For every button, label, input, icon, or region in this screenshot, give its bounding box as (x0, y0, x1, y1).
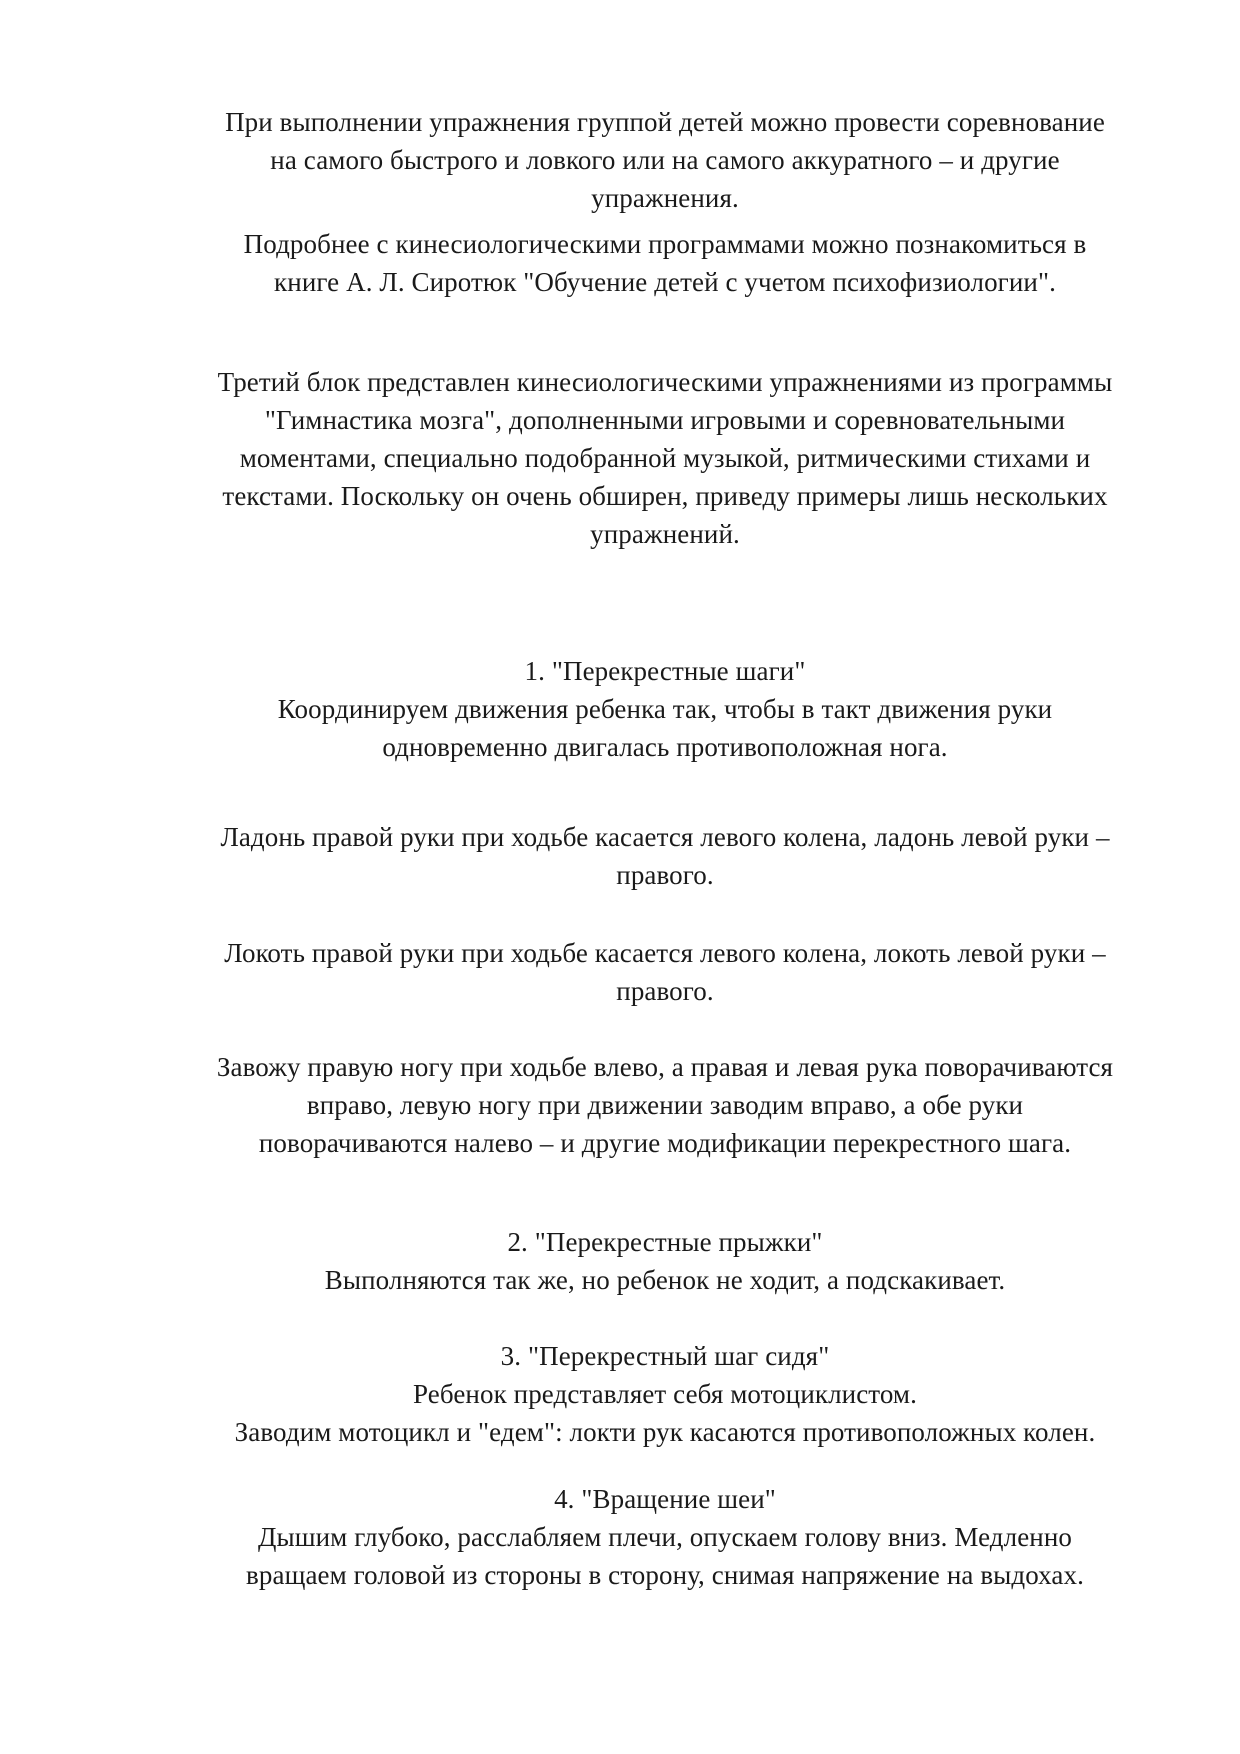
text-line: одновременно двигалась противоположная нога. (382, 732, 948, 762)
paragraph-competition-note (150, 103, 1180, 217)
text-line: вращаем головой из стороны в сторону, снимая напряжение на выдохах. (246, 1560, 1084, 1590)
text-line: Ладонь правой руки при ходьбе касается левого колена, ладонь левой руки – (220, 822, 1110, 852)
text-line: текстами. Поскольку он очень обширен, приведу примеры лишь нескольких (222, 481, 1108, 511)
paragraph-exercise-1 (150, 652, 1180, 766)
paragraph-exercise-1-modifications (150, 1048, 1180, 1162)
exercise-heading: 1. "Перекрестные шаги" (524, 656, 806, 686)
text-line: Локоть правой руки при ходьбе касается левого колена, локоть левой руки – (224, 938, 1106, 968)
text-line: вправо, левую ногу при движении заводим вправо, а обе руки (306, 1090, 1024, 1120)
paragraph-exercise-2 (150, 1223, 1180, 1299)
text-line: Ребенок представляет себя мотоциклистом. (413, 1379, 917, 1409)
text-line: Третий блок представлен кинесиологическими упражнениями из программы (217, 367, 1113, 397)
text-line: Координируем движения ребенка так, чтобы в такт движения руки (277, 694, 1053, 724)
exercise-heading: 4. "Вращение шеи" (554, 1484, 776, 1514)
paragraph-exercise-3 (150, 1337, 1180, 1451)
text-line: Дышим глубоко, расслабляем плечи, опускаем голову вниз. Медленно (257, 1522, 1072, 1552)
paragraph-exercise-4 (150, 1480, 1180, 1594)
text-line: книге А. Л. Сиротюк "Обучение детей с учетом психофизиологии". (274, 267, 1056, 297)
text-line: на самого быстрого и ловкого или на самого аккуратного – и другие (270, 145, 1060, 175)
exercise-heading: 2. "Перекрестные прыжки" (507, 1227, 823, 1257)
text-line: правого. (616, 976, 714, 1006)
text-line: "Гимнастика мозга", дополненными игровыми и соревновательными (264, 405, 1066, 435)
text-line: Выполняются так же, но ребенок не ходит, а подскакивает. (324, 1265, 1006, 1295)
exercise-heading: 3. "Перекрестный шаг сидя" (500, 1341, 830, 1371)
text-line: Подробнее с кинесиологическими программами можно познакомиться в (243, 229, 1087, 259)
paragraph-exercise-1-elbows (150, 934, 1180, 1010)
text-line: правого. (616, 860, 714, 890)
text-line: упражнений. (590, 519, 740, 549)
paragraph-exercise-1-palms (150, 818, 1180, 894)
text-line: Завожу правую ногу при ходьбе влево, а правая и левая рука поворачиваются (216, 1052, 1114, 1082)
paragraph-third-block-intro (150, 363, 1180, 553)
text-line: Заводим мотоцикл и "едем": локти рук касаются противоположных колен. (234, 1417, 1096, 1447)
text-line: При выполнении упражнения группой детей можно провести соревнование (225, 107, 1105, 137)
text-line: упражнения. (591, 183, 739, 213)
text-line: моментами, специально подобранной музыкой, ритмическими стихами и (239, 443, 1091, 473)
text-line: поворачиваются налево – и другие модификации перекрестного шага. (258, 1128, 1072, 1158)
paragraph-book-reference (150, 225, 1180, 301)
